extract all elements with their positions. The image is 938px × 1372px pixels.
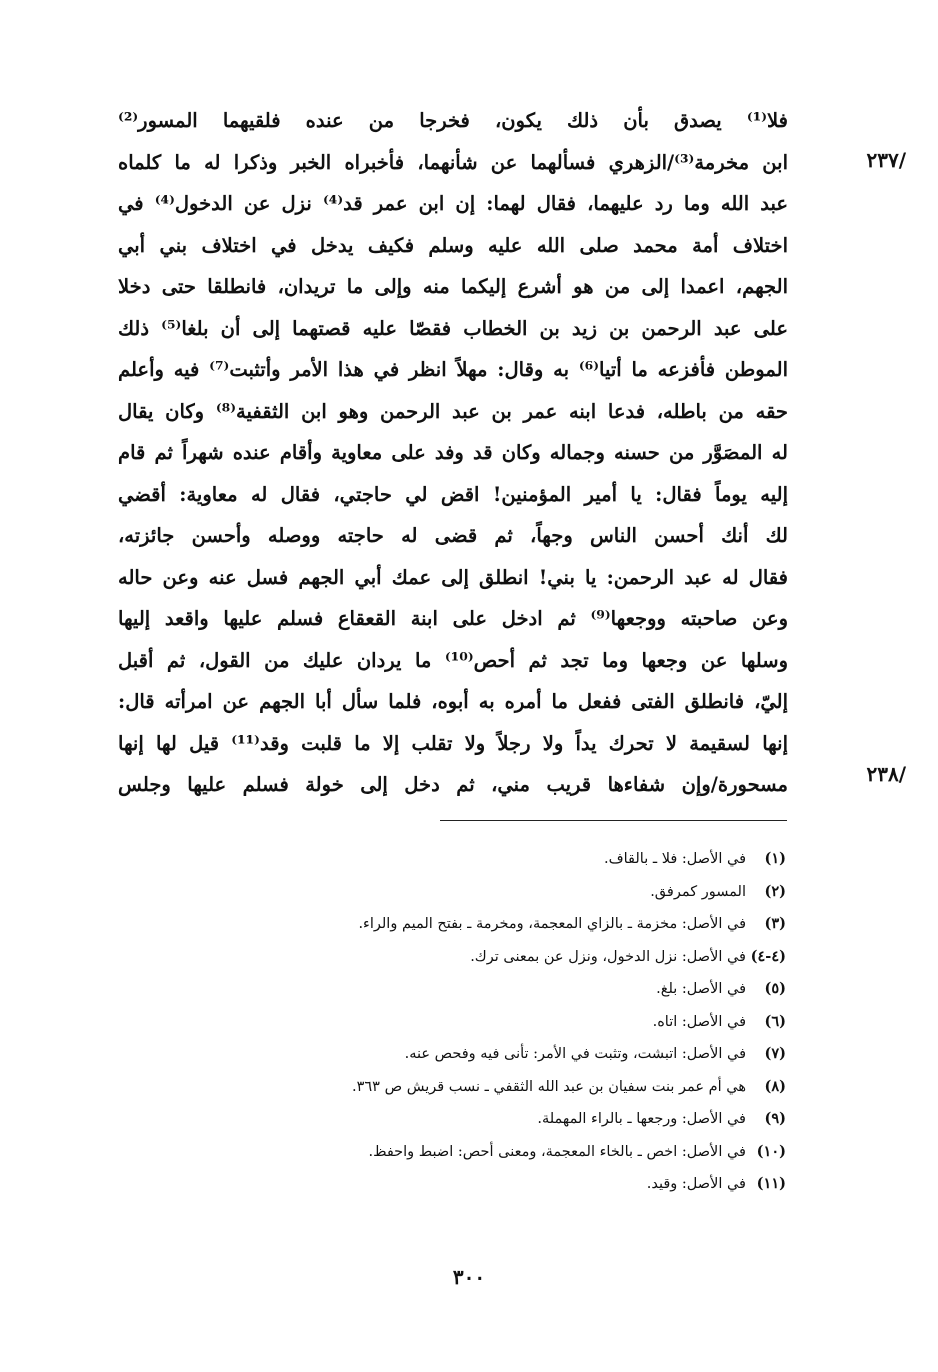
- footnote-number: (١٠): [756, 1142, 786, 1160]
- footnote-text: المسور كمرفق.: [650, 883, 746, 900]
- text-line: حقه من باطله، فدعا ابنه عمر بن عبد الرحمن وهو ابن الثقفية⁽⁸⁾ وكان يقال: [118, 399, 788, 423]
- footnote: [160, 1071, 786, 1104]
- footnote-number: (١١): [756, 1175, 786, 1192]
- footnote: [160, 1136, 786, 1169]
- footnote-text: في الأصل: اتاه.: [652, 1013, 746, 1030]
- text-line: الجهم، اعمدا إلى من هو أشرع إليكما منه وإلى ما تريدان، فانطلقا حتى دخلا: [118, 275, 788, 298]
- footnote-text: في الأصل: ورجعها ـ بالراء المهملة.: [537, 1111, 746, 1127]
- margin-folio-marker: /٢٣٧: [866, 148, 906, 172]
- footnote: [160, 1168, 786, 1201]
- text-line: الموطن فأفزعه ما أتيا⁽⁶⁾ به وقال: مهلاً انظر في هذا الأمر وأتثبت⁽⁷⁾ فيه وأعلم: [118, 358, 788, 381]
- footnote-number: (٣): [764, 915, 786, 932]
- footnote: [160, 973, 786, 1006]
- footnote-number: (٥): [764, 980, 786, 997]
- footnote-text: في الأصل: نزل الدخول، ونزل عن بمعنى ترك.: [470, 948, 746, 965]
- text-line: فقال له عبد الرحمن: يا بني! انطلق إلى عمك أبي الجهم فسل عنه وعن حاله: [118, 565, 788, 589]
- text-line: إنها لسقيمة لا تحرك يداً ولا رجلاً ولا تقلب إلا ما قلبت وقد⁽¹¹⁾ قيل لها إنها: [118, 731, 788, 755]
- text-line: مسحورة/وإن شفاءها قريب مني، ثم دخل إلى خولة فسلم عليها وجلس: [118, 773, 788, 796]
- text-line: ابن مخرمة⁽³⁾/الزهري فسألهما عن شأنهما، فأخبراه الخبر وذكرا له ما كلماه: [118, 150, 788, 174]
- footnote-text: هي أم عمر بنت سفيان بن عبد الله الثقفي ـ نسب قريش ص ٣٦٣.: [351, 1078, 746, 1095]
- text-line: عبد الله وما رد عليهما، فقال لهما: إن ابن عمر قد⁽⁴⁾ نزل عن الدخول⁽⁴⁾ في: [118, 192, 788, 215]
- footnote-number: (٩): [764, 1110, 786, 1127]
- footnote-number: (٧): [764, 1045, 786, 1062]
- text-line: وعن صاحبته ووجعها⁽⁹⁾ ثم ادخل على ابنة القعقاع فسلم عليها واقعد إليها: [118, 607, 788, 630]
- footnote-number: (٢): [764, 882, 786, 900]
- text-line: إليه يوماً فقال: يا أمير المؤمنين! اقض لي حاجتي، فقال له معاوية: أقضي: [118, 482, 788, 506]
- text-line: إليّ، فانطلق الفتى ففعل ما أمره به أبوه، فلما سأل أبا الجهم عن امرأته قال:: [118, 690, 788, 713]
- text-line: له المصَوَّر من حسنه وجماله وكان قد وفد على معاوية وأقام عنده شهراً ثم قام: [118, 441, 788, 464]
- margin-folio-marker: /٢٣٨: [866, 762, 906, 786]
- footnote: [160, 941, 786, 974]
- page-number: ٣٠٠: [452, 1265, 486, 1289]
- text-line: لك أنك أحسن الناس وجهاً، ثم قضى له حاجته ووصله وأحسن جائزته،: [118, 524, 788, 547]
- footnote-number: (٦): [764, 1012, 786, 1030]
- text-line: فلا⁽¹⁾ يصدق بأن ذلك يكون، فخرجا من عنده فلقيهما المسور⁽²⁾: [118, 109, 788, 132]
- footnote-number: (١): [764, 850, 786, 867]
- footnote: [160, 908, 786, 941]
- footnote-text: في الأصل: بلغ.: [656, 981, 746, 997]
- footnote: [160, 876, 786, 909]
- footnote: [160, 1006, 786, 1039]
- footnote-text: في الأصل: مخزمة ـ بالزاي المعجمة، ومخرمة ـ بفتح الميم والراء.: [358, 916, 746, 932]
- footnote-text: في الأصل: اتبشت، وتثبت في الأمر: تأنى فيه وفحص عنه.: [404, 1046, 746, 1062]
- footnote: [160, 1038, 786, 1071]
- footnote-text: في الأصل: فلا ـ بالقاف.: [603, 851, 746, 867]
- footnotes-block: [160, 843, 786, 1201]
- main-text-block: [118, 100, 788, 806]
- footnote: [160, 1103, 786, 1136]
- text-line: على عبد الرحمن بن زيد بن الخطاب فقصّا عليه قصتهما إلى أن بلغا⁽⁵⁾ ذلك: [118, 316, 788, 340]
- footnote: [160, 843, 786, 876]
- text-line: وسلها عن وجعها وما تجد ثم أحص⁽¹⁰⁾ ما يردان عليك من القول، ثم أقبل: [118, 648, 788, 672]
- footnote-text: في الأصل: اخص ـ بالخاء المعجمة، ومعنى أحص: اضبط واحفظ.: [368, 1143, 746, 1160]
- footnote-number: (٤-٤): [750, 947, 786, 965]
- text-line: اختلاف أمة محمد صلى الله عليه وسلم فكيف يدخل في اختلاف بني أبي: [118, 233, 788, 257]
- footnote-text: في الأصل: وقيد.: [646, 1176, 746, 1192]
- footnote-number: (٨): [764, 1077, 786, 1095]
- footnote-separator: [440, 820, 787, 821]
